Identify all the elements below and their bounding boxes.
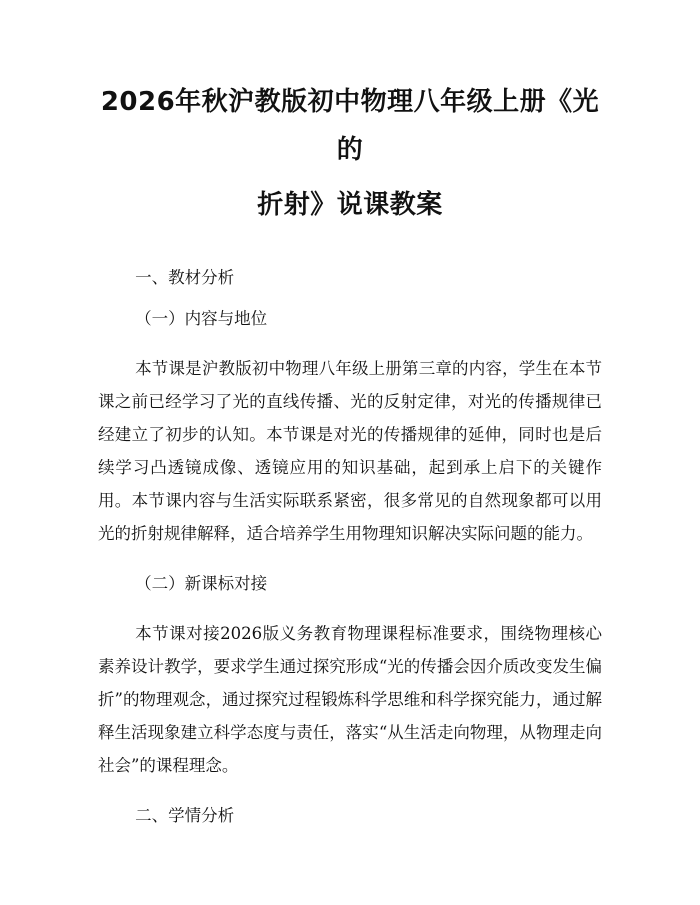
subsection-heading-curriculum-standard: （二）新课标对接 (135, 574, 268, 593)
section-heading-textbook-analysis: 一、教材分析 (135, 268, 235, 287)
title-line-1: 2026年秋沪教版初中物理八年级上册《光的 (100, 87, 600, 165)
document-title (98, 0, 602, 229)
document-body (98, 261, 602, 832)
title-line-2: 折射》说课教案 (257, 190, 443, 220)
subsection-heading-content-position: （一）内容与地位 (135, 309, 268, 328)
section-heading-student-analysis: 二、学情分析 (135, 806, 235, 825)
paragraph-curriculum-standard: 本节课对接2026版义务教育物理课程标准要求，围绕物理核心素养设计教学，要求学生通过探究形成“光的传播会因介质改变发生偏折”的物理观念，通过探究过程锻炼科学思维和科学探究能力，通过解释生活现象建立科学态度与责任，落实“从生活走向物理，从物理走向社会”的课程理念。 (98, 624, 602, 775)
paragraph-content-position: 本节课是沪教版初中物理八年级上册第三章的内容，学生在本节课之前已经学习了光的直线传播、光的反射定律，对光的传播规律已经建立了初步的认知。本节课是对光的传播规律的延伸，同时也是后续学习凸透镜成像、透镜应用的知识基础，起到承上启下的关键作用。本节课内容与生活实际联系紧密，很多常见的自然现象都可以用光的折射规律解释，适合培养学生用物理知识解决实际问题的能力。 (98, 359, 602, 543)
